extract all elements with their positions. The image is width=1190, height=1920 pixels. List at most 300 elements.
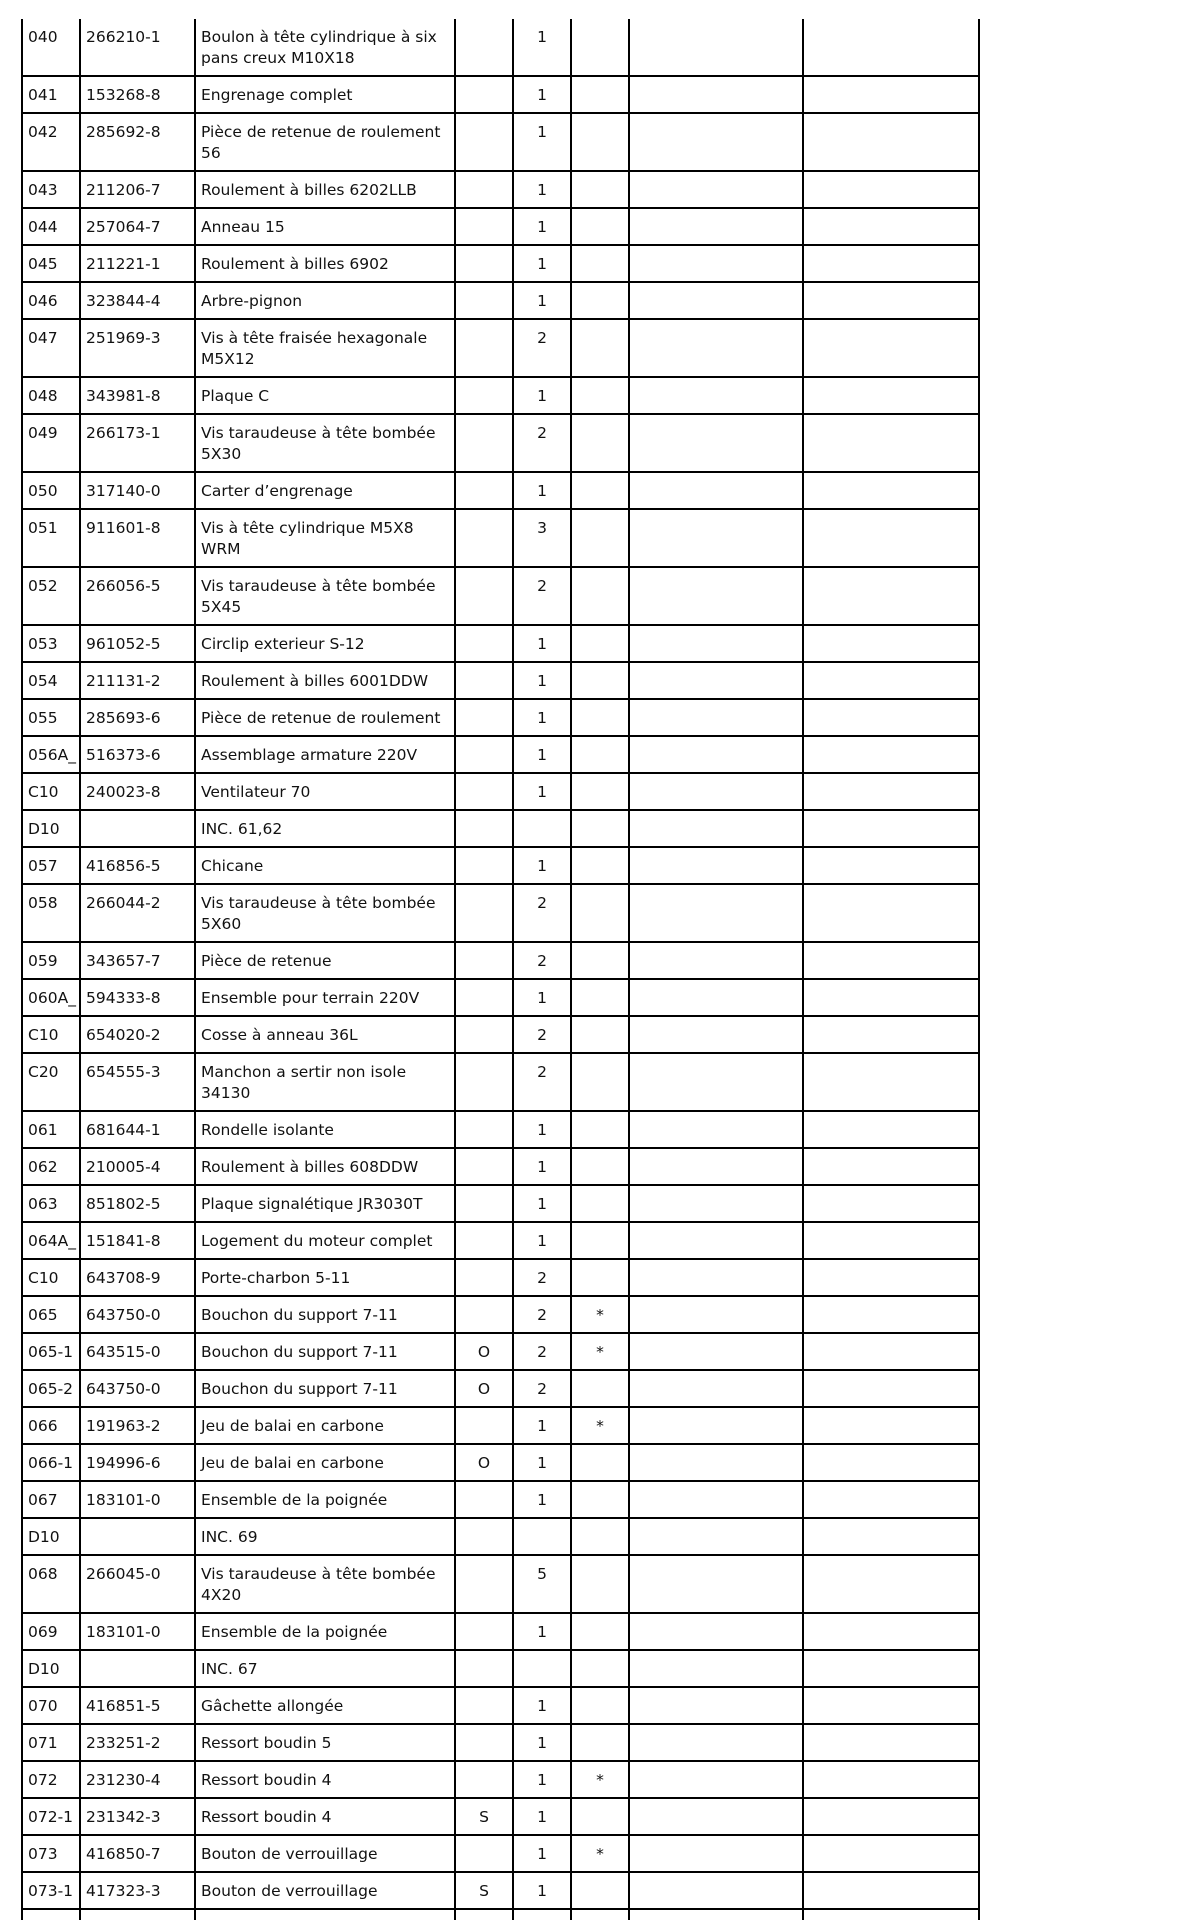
flag-cell: S bbox=[455, 1798, 513, 1835]
flag-cell: O bbox=[455, 1444, 513, 1481]
quantity-cell: 2 bbox=[513, 1370, 571, 1407]
mark-cell bbox=[571, 1148, 629, 1185]
part-code-cell: 323844-4 bbox=[80, 282, 195, 319]
part-code-cell: 961052-5 bbox=[80, 625, 195, 662]
empty-cell bbox=[629, 1481, 803, 1518]
part-code-cell: 643708-9 bbox=[80, 1259, 195, 1296]
mark-cell: * bbox=[571, 1407, 629, 1444]
quantity-cell bbox=[513, 810, 571, 847]
table-row bbox=[22, 736, 979, 773]
item-number-cell: 048 bbox=[22, 377, 80, 414]
mark-cell bbox=[571, 377, 629, 414]
item-number-cell: C10 bbox=[22, 1016, 80, 1053]
table-row bbox=[22, 1016, 979, 1053]
quantity-cell: 1 bbox=[513, 1185, 571, 1222]
mark-cell bbox=[571, 1481, 629, 1518]
part-code-cell: 266210-1 bbox=[80, 19, 195, 76]
flag-cell bbox=[455, 884, 513, 942]
flag-cell bbox=[455, 1016, 513, 1053]
item-number-cell: 064A_ bbox=[22, 1222, 80, 1259]
item-number-cell: 059 bbox=[22, 942, 80, 979]
part-code-cell: 251969-3 bbox=[80, 319, 195, 377]
table-row bbox=[22, 245, 979, 282]
item-number-cell: 065-1 bbox=[22, 1333, 80, 1370]
empty-cell bbox=[803, 1053, 979, 1111]
empty-cell bbox=[629, 1444, 803, 1481]
part-code-cell: 151841-8 bbox=[80, 1222, 195, 1259]
table-row bbox=[22, 208, 979, 245]
empty-cell bbox=[629, 1798, 803, 1835]
mark-cell bbox=[571, 567, 629, 625]
description-cell: Logement du moteur complet bbox=[195, 1222, 455, 1259]
part-code-cell: 285692-8 bbox=[80, 113, 195, 171]
empty-cell bbox=[803, 1761, 979, 1798]
empty-cell bbox=[803, 1481, 979, 1518]
table-row bbox=[22, 1481, 979, 1518]
empty-cell bbox=[803, 76, 979, 113]
part-code-cell: 231342-3 bbox=[80, 1798, 195, 1835]
quantity-cell: 1 bbox=[513, 625, 571, 662]
mark-cell bbox=[571, 662, 629, 699]
quantity-cell bbox=[513, 1518, 571, 1555]
flag-cell bbox=[455, 1222, 513, 1259]
quantity-cell: 2 bbox=[513, 884, 571, 942]
empty-cell bbox=[803, 1444, 979, 1481]
table-row bbox=[22, 625, 979, 662]
quantity-cell: 1 bbox=[513, 1724, 571, 1761]
table-row bbox=[22, 1370, 979, 1407]
table-row bbox=[22, 1613, 979, 1650]
item-number-cell: 047 bbox=[22, 319, 80, 377]
mark-cell bbox=[571, 979, 629, 1016]
flag-cell bbox=[455, 377, 513, 414]
empty-cell bbox=[629, 625, 803, 662]
empty-cell bbox=[803, 1222, 979, 1259]
item-number-cell: D10 bbox=[22, 810, 80, 847]
description-cell: Ventilateur 70 bbox=[195, 773, 455, 810]
table-row bbox=[22, 1053, 979, 1111]
empty-cell bbox=[803, 662, 979, 699]
empty-cell bbox=[803, 208, 979, 245]
mark-cell bbox=[571, 282, 629, 319]
description-cell: Roulement à billes 6202LLB bbox=[195, 171, 455, 208]
table-row bbox=[22, 884, 979, 942]
part-code-cell bbox=[80, 810, 195, 847]
item-number-cell: 056A_ bbox=[22, 736, 80, 773]
empty-cell bbox=[629, 736, 803, 773]
quantity-cell: 2 bbox=[513, 414, 571, 472]
description-cell: Ensemble de la poignée bbox=[195, 1481, 455, 1518]
quantity-cell: 1 bbox=[513, 847, 571, 884]
empty-cell bbox=[195, 1909, 455, 1920]
flag-cell bbox=[455, 1185, 513, 1222]
mark-cell bbox=[571, 245, 629, 282]
description-cell: Pièce de retenue de roulement 56 bbox=[195, 113, 455, 171]
empty-cell bbox=[803, 319, 979, 377]
flag-cell bbox=[455, 1259, 513, 1296]
description-cell: Plaque signalétique JR3030T bbox=[195, 1185, 455, 1222]
item-number-cell: C10 bbox=[22, 773, 80, 810]
table-row bbox=[22, 942, 979, 979]
empty-cell bbox=[629, 1872, 803, 1909]
table-row bbox=[22, 171, 979, 208]
mark-cell bbox=[571, 171, 629, 208]
description-cell: INC. 69 bbox=[195, 1518, 455, 1555]
description-cell: INC. 61,62 bbox=[195, 810, 455, 847]
mark-cell bbox=[571, 19, 629, 76]
quantity-cell: 1 bbox=[513, 1798, 571, 1835]
description-cell: Porte-charbon 5-11 bbox=[195, 1259, 455, 1296]
quantity-cell: 1 bbox=[513, 171, 571, 208]
mark-cell bbox=[571, 509, 629, 567]
mark-cell bbox=[571, 1444, 629, 1481]
mark-cell bbox=[571, 773, 629, 810]
part-code-cell: 851802-5 bbox=[80, 1185, 195, 1222]
flag-cell bbox=[455, 567, 513, 625]
part-code-cell: 643515-0 bbox=[80, 1333, 195, 1370]
item-number-cell: 043 bbox=[22, 171, 80, 208]
empty-cell bbox=[629, 76, 803, 113]
empty-cell bbox=[803, 19, 979, 76]
quantity-cell bbox=[513, 1650, 571, 1687]
parts-table-body bbox=[22, 19, 979, 1920]
description-cell: Anneau 15 bbox=[195, 208, 455, 245]
part-code-cell: 266173-1 bbox=[80, 414, 195, 472]
item-number-cell: 045 bbox=[22, 245, 80, 282]
empty-cell bbox=[803, 1407, 979, 1444]
description-cell: Rondelle isolante bbox=[195, 1111, 455, 1148]
empty-cell bbox=[803, 1370, 979, 1407]
flag-cell bbox=[455, 1761, 513, 1798]
empty-cell bbox=[803, 414, 979, 472]
part-code-cell: 233251-2 bbox=[80, 1724, 195, 1761]
description-cell: Pièce de retenue bbox=[195, 942, 455, 979]
mark-cell bbox=[571, 1555, 629, 1613]
empty-cell bbox=[629, 773, 803, 810]
flag-cell bbox=[455, 979, 513, 1016]
item-number-cell: 072 bbox=[22, 1761, 80, 1798]
part-code-cell: 266044-2 bbox=[80, 884, 195, 942]
empty-cell bbox=[803, 1613, 979, 1650]
mark-cell bbox=[571, 1650, 629, 1687]
flag-cell bbox=[455, 662, 513, 699]
empty-cell bbox=[803, 1185, 979, 1222]
item-number-cell: 073-1 bbox=[22, 1872, 80, 1909]
quantity-cell: 2 bbox=[513, 319, 571, 377]
item-number-cell: 065 bbox=[22, 1296, 80, 1333]
quantity-cell: 1 bbox=[513, 76, 571, 113]
table-row bbox=[22, 19, 979, 76]
empty-cell bbox=[803, 625, 979, 662]
description-cell: Roulement à billes 6001DDW bbox=[195, 662, 455, 699]
flag-cell bbox=[455, 625, 513, 662]
table-row bbox=[22, 1407, 979, 1444]
quantity-cell: 2 bbox=[513, 1259, 571, 1296]
flag-cell bbox=[455, 773, 513, 810]
mark-cell bbox=[571, 625, 629, 662]
flag-cell bbox=[455, 699, 513, 736]
description-cell: Chicane bbox=[195, 847, 455, 884]
flag-cell bbox=[455, 810, 513, 847]
empty-cell bbox=[629, 1613, 803, 1650]
description-cell: Manchon a sertir non isole 34130 bbox=[195, 1053, 455, 1111]
description-cell: Vis taraudeuse à tête bombée 5X60 bbox=[195, 884, 455, 942]
flag-cell bbox=[455, 509, 513, 567]
mark-cell bbox=[571, 472, 629, 509]
part-code-cell bbox=[80, 1518, 195, 1555]
empty-cell bbox=[803, 1296, 979, 1333]
description-cell: Engrenage complet bbox=[195, 76, 455, 113]
description-cell: Roulement à billes 608DDW bbox=[195, 1148, 455, 1185]
empty-cell bbox=[629, 567, 803, 625]
item-number-cell: 046 bbox=[22, 282, 80, 319]
item-number-cell: D10 bbox=[22, 1650, 80, 1687]
empty-cell bbox=[629, 1111, 803, 1148]
empty-cell bbox=[629, 1148, 803, 1185]
mark-cell bbox=[571, 208, 629, 245]
empty-cell bbox=[803, 979, 979, 1016]
empty-cell bbox=[803, 1687, 979, 1724]
empty-cell bbox=[803, 1333, 979, 1370]
table-row-continued bbox=[22, 1909, 979, 1920]
empty-cell bbox=[803, 567, 979, 625]
description-cell: Vis taraudeuse à tête bombée 4X20 bbox=[195, 1555, 455, 1613]
quantity-cell: 1 bbox=[513, 1444, 571, 1481]
mark-cell bbox=[571, 1053, 629, 1111]
flag-cell bbox=[455, 208, 513, 245]
empty-cell bbox=[803, 847, 979, 884]
empty-cell bbox=[803, 245, 979, 282]
empty-cell bbox=[629, 319, 803, 377]
flag-cell bbox=[455, 171, 513, 208]
item-number-cell: 057 bbox=[22, 847, 80, 884]
quantity-cell: 1 bbox=[513, 472, 571, 509]
table-row bbox=[22, 1555, 979, 1613]
item-number-cell: 061 bbox=[22, 1111, 80, 1148]
part-code-cell: 516373-6 bbox=[80, 736, 195, 773]
part-code-cell: 183101-0 bbox=[80, 1613, 195, 1650]
empty-cell bbox=[629, 1333, 803, 1370]
description-cell: Arbre-pignon bbox=[195, 282, 455, 319]
item-number-cell: 058 bbox=[22, 884, 80, 942]
mark-cell bbox=[571, 113, 629, 171]
table-row bbox=[22, 810, 979, 847]
item-number-cell: C10 bbox=[22, 1259, 80, 1296]
description-cell: INC. 67 bbox=[195, 1650, 455, 1687]
empty-cell bbox=[80, 1909, 195, 1920]
item-number-cell: 055 bbox=[22, 699, 80, 736]
table-row bbox=[22, 1687, 979, 1724]
empty-cell bbox=[803, 282, 979, 319]
quantity-cell: 1 bbox=[513, 1481, 571, 1518]
empty-cell bbox=[629, 472, 803, 509]
description-cell: Ressort boudin 4 bbox=[195, 1761, 455, 1798]
description-cell: Gâchette allongée bbox=[195, 1687, 455, 1724]
flag-cell: O bbox=[455, 1370, 513, 1407]
empty-cell bbox=[803, 942, 979, 979]
quantity-cell: 1 bbox=[513, 245, 571, 282]
description-cell: Pièce de retenue de roulement bbox=[195, 699, 455, 736]
mark-cell bbox=[571, 810, 629, 847]
table-row bbox=[22, 1650, 979, 1687]
empty-cell bbox=[629, 1016, 803, 1053]
item-number-cell: 053 bbox=[22, 625, 80, 662]
table-row bbox=[22, 1724, 979, 1761]
empty-cell bbox=[629, 662, 803, 699]
part-code-cell: 343981-8 bbox=[80, 377, 195, 414]
mark-cell bbox=[571, 1518, 629, 1555]
description-cell: Carter d’engrenage bbox=[195, 472, 455, 509]
mark-cell: * bbox=[571, 1296, 629, 1333]
item-number-cell: 050 bbox=[22, 472, 80, 509]
mark-cell bbox=[571, 1798, 629, 1835]
quantity-cell: 1 bbox=[513, 1148, 571, 1185]
part-code-cell: 266056-5 bbox=[80, 567, 195, 625]
empty-cell bbox=[629, 1259, 803, 1296]
part-code-cell: 194996-6 bbox=[80, 1444, 195, 1481]
item-number-cell: 063 bbox=[22, 1185, 80, 1222]
quantity-cell: 1 bbox=[513, 1835, 571, 1872]
quantity-cell: 5 bbox=[513, 1555, 571, 1613]
item-number-cell: 067 bbox=[22, 1481, 80, 1518]
empty-cell bbox=[803, 377, 979, 414]
quantity-cell: 1 bbox=[513, 282, 571, 319]
empty-cell bbox=[629, 414, 803, 472]
mark-cell bbox=[571, 1687, 629, 1724]
item-number-cell: 066 bbox=[22, 1407, 80, 1444]
item-number-cell: 052 bbox=[22, 567, 80, 625]
mark-cell bbox=[571, 414, 629, 472]
quantity-cell: 2 bbox=[513, 1053, 571, 1111]
mark-cell bbox=[571, 1111, 629, 1148]
empty-cell bbox=[803, 736, 979, 773]
part-code-cell: 210005-4 bbox=[80, 1148, 195, 1185]
empty-cell bbox=[803, 773, 979, 810]
mark-cell bbox=[571, 1724, 629, 1761]
table-row bbox=[22, 76, 979, 113]
empty-cell bbox=[571, 1909, 629, 1920]
item-number-cell: 070 bbox=[22, 1687, 80, 1724]
mark-cell bbox=[571, 1872, 629, 1909]
empty-cell bbox=[629, 1296, 803, 1333]
flag-cell bbox=[455, 1111, 513, 1148]
part-code-cell: 257064-7 bbox=[80, 208, 195, 245]
part-code-cell: 211221-1 bbox=[80, 245, 195, 282]
mark-cell: * bbox=[571, 1761, 629, 1798]
part-code-cell bbox=[80, 1650, 195, 1687]
table-row bbox=[22, 699, 979, 736]
flag-cell bbox=[455, 847, 513, 884]
flag-cell bbox=[455, 736, 513, 773]
flag-cell bbox=[455, 113, 513, 171]
mark-cell: * bbox=[571, 1333, 629, 1370]
part-code-cell: 416850-7 bbox=[80, 1835, 195, 1872]
item-number-cell: 069 bbox=[22, 1613, 80, 1650]
description-cell: Jeu de balai en carbone bbox=[195, 1444, 455, 1481]
empty-cell bbox=[455, 1909, 513, 1920]
table-row bbox=[22, 414, 979, 472]
flag-cell bbox=[455, 1296, 513, 1333]
empty-cell bbox=[629, 884, 803, 942]
flag-cell bbox=[455, 1555, 513, 1613]
quantity-cell: 1 bbox=[513, 208, 571, 245]
quantity-cell: 2 bbox=[513, 567, 571, 625]
part-code-cell: 285693-6 bbox=[80, 699, 195, 736]
flag-cell bbox=[455, 472, 513, 509]
empty-cell bbox=[629, 171, 803, 208]
empty-cell bbox=[629, 1555, 803, 1613]
part-code-cell: 191963-2 bbox=[80, 1407, 195, 1444]
empty-cell bbox=[629, 1761, 803, 1798]
flag-cell bbox=[455, 1518, 513, 1555]
quantity-cell: 1 bbox=[513, 1613, 571, 1650]
empty-cell bbox=[629, 1909, 803, 1920]
mark-cell bbox=[571, 699, 629, 736]
empty-cell bbox=[629, 282, 803, 319]
empty-cell bbox=[803, 1724, 979, 1761]
quantity-cell: 1 bbox=[513, 736, 571, 773]
part-code-cell: 654555-3 bbox=[80, 1053, 195, 1111]
item-number-cell: 040 bbox=[22, 19, 80, 76]
part-code-cell: 643750-0 bbox=[80, 1296, 195, 1333]
table-row bbox=[22, 1296, 979, 1333]
description-cell: Vis à tête fraisée hexagonale M5X12 bbox=[195, 319, 455, 377]
item-number-cell: 062 bbox=[22, 1148, 80, 1185]
flag-cell bbox=[455, 245, 513, 282]
flag-cell bbox=[455, 1148, 513, 1185]
table-row bbox=[22, 1798, 979, 1835]
part-code-cell: 266045-0 bbox=[80, 1555, 195, 1613]
table-row bbox=[22, 113, 979, 171]
table-row bbox=[22, 509, 979, 567]
flag-cell bbox=[455, 1724, 513, 1761]
empty-cell bbox=[629, 1650, 803, 1687]
empty-cell bbox=[629, 1185, 803, 1222]
mark-cell bbox=[571, 884, 629, 942]
part-code-cell: 183101-0 bbox=[80, 1481, 195, 1518]
description-cell: Bouton de verrouillage bbox=[195, 1835, 455, 1872]
flag-cell bbox=[455, 1687, 513, 1724]
item-number-cell: 044 bbox=[22, 208, 80, 245]
empty-cell bbox=[803, 1148, 979, 1185]
part-code-cell: 416856-5 bbox=[80, 847, 195, 884]
table-row bbox=[22, 319, 979, 377]
part-code-cell: 654020-2 bbox=[80, 1016, 195, 1053]
empty-cell bbox=[803, 472, 979, 509]
description-cell: Ressort boudin 4 bbox=[195, 1798, 455, 1835]
item-number-cell: 054 bbox=[22, 662, 80, 699]
item-number-cell: D10 bbox=[22, 1518, 80, 1555]
flag-cell bbox=[455, 1481, 513, 1518]
table-row bbox=[22, 662, 979, 699]
empty-cell bbox=[629, 245, 803, 282]
quantity-cell: 1 bbox=[513, 979, 571, 1016]
part-code-cell: 911601-8 bbox=[80, 509, 195, 567]
item-number-cell: 068 bbox=[22, 1555, 80, 1613]
description-cell: Cosse à anneau 36L bbox=[195, 1016, 455, 1053]
mark-cell bbox=[571, 1613, 629, 1650]
table-row bbox=[22, 377, 979, 414]
empty-cell bbox=[629, 1370, 803, 1407]
part-code-cell: 153268-8 bbox=[80, 76, 195, 113]
quantity-cell: 2 bbox=[513, 1016, 571, 1053]
empty-cell bbox=[629, 1835, 803, 1872]
empty-cell bbox=[803, 1259, 979, 1296]
empty-cell bbox=[629, 699, 803, 736]
description-cell: Bouchon du support 7-11 bbox=[195, 1296, 455, 1333]
empty-cell bbox=[513, 1909, 571, 1920]
mark-cell bbox=[571, 319, 629, 377]
